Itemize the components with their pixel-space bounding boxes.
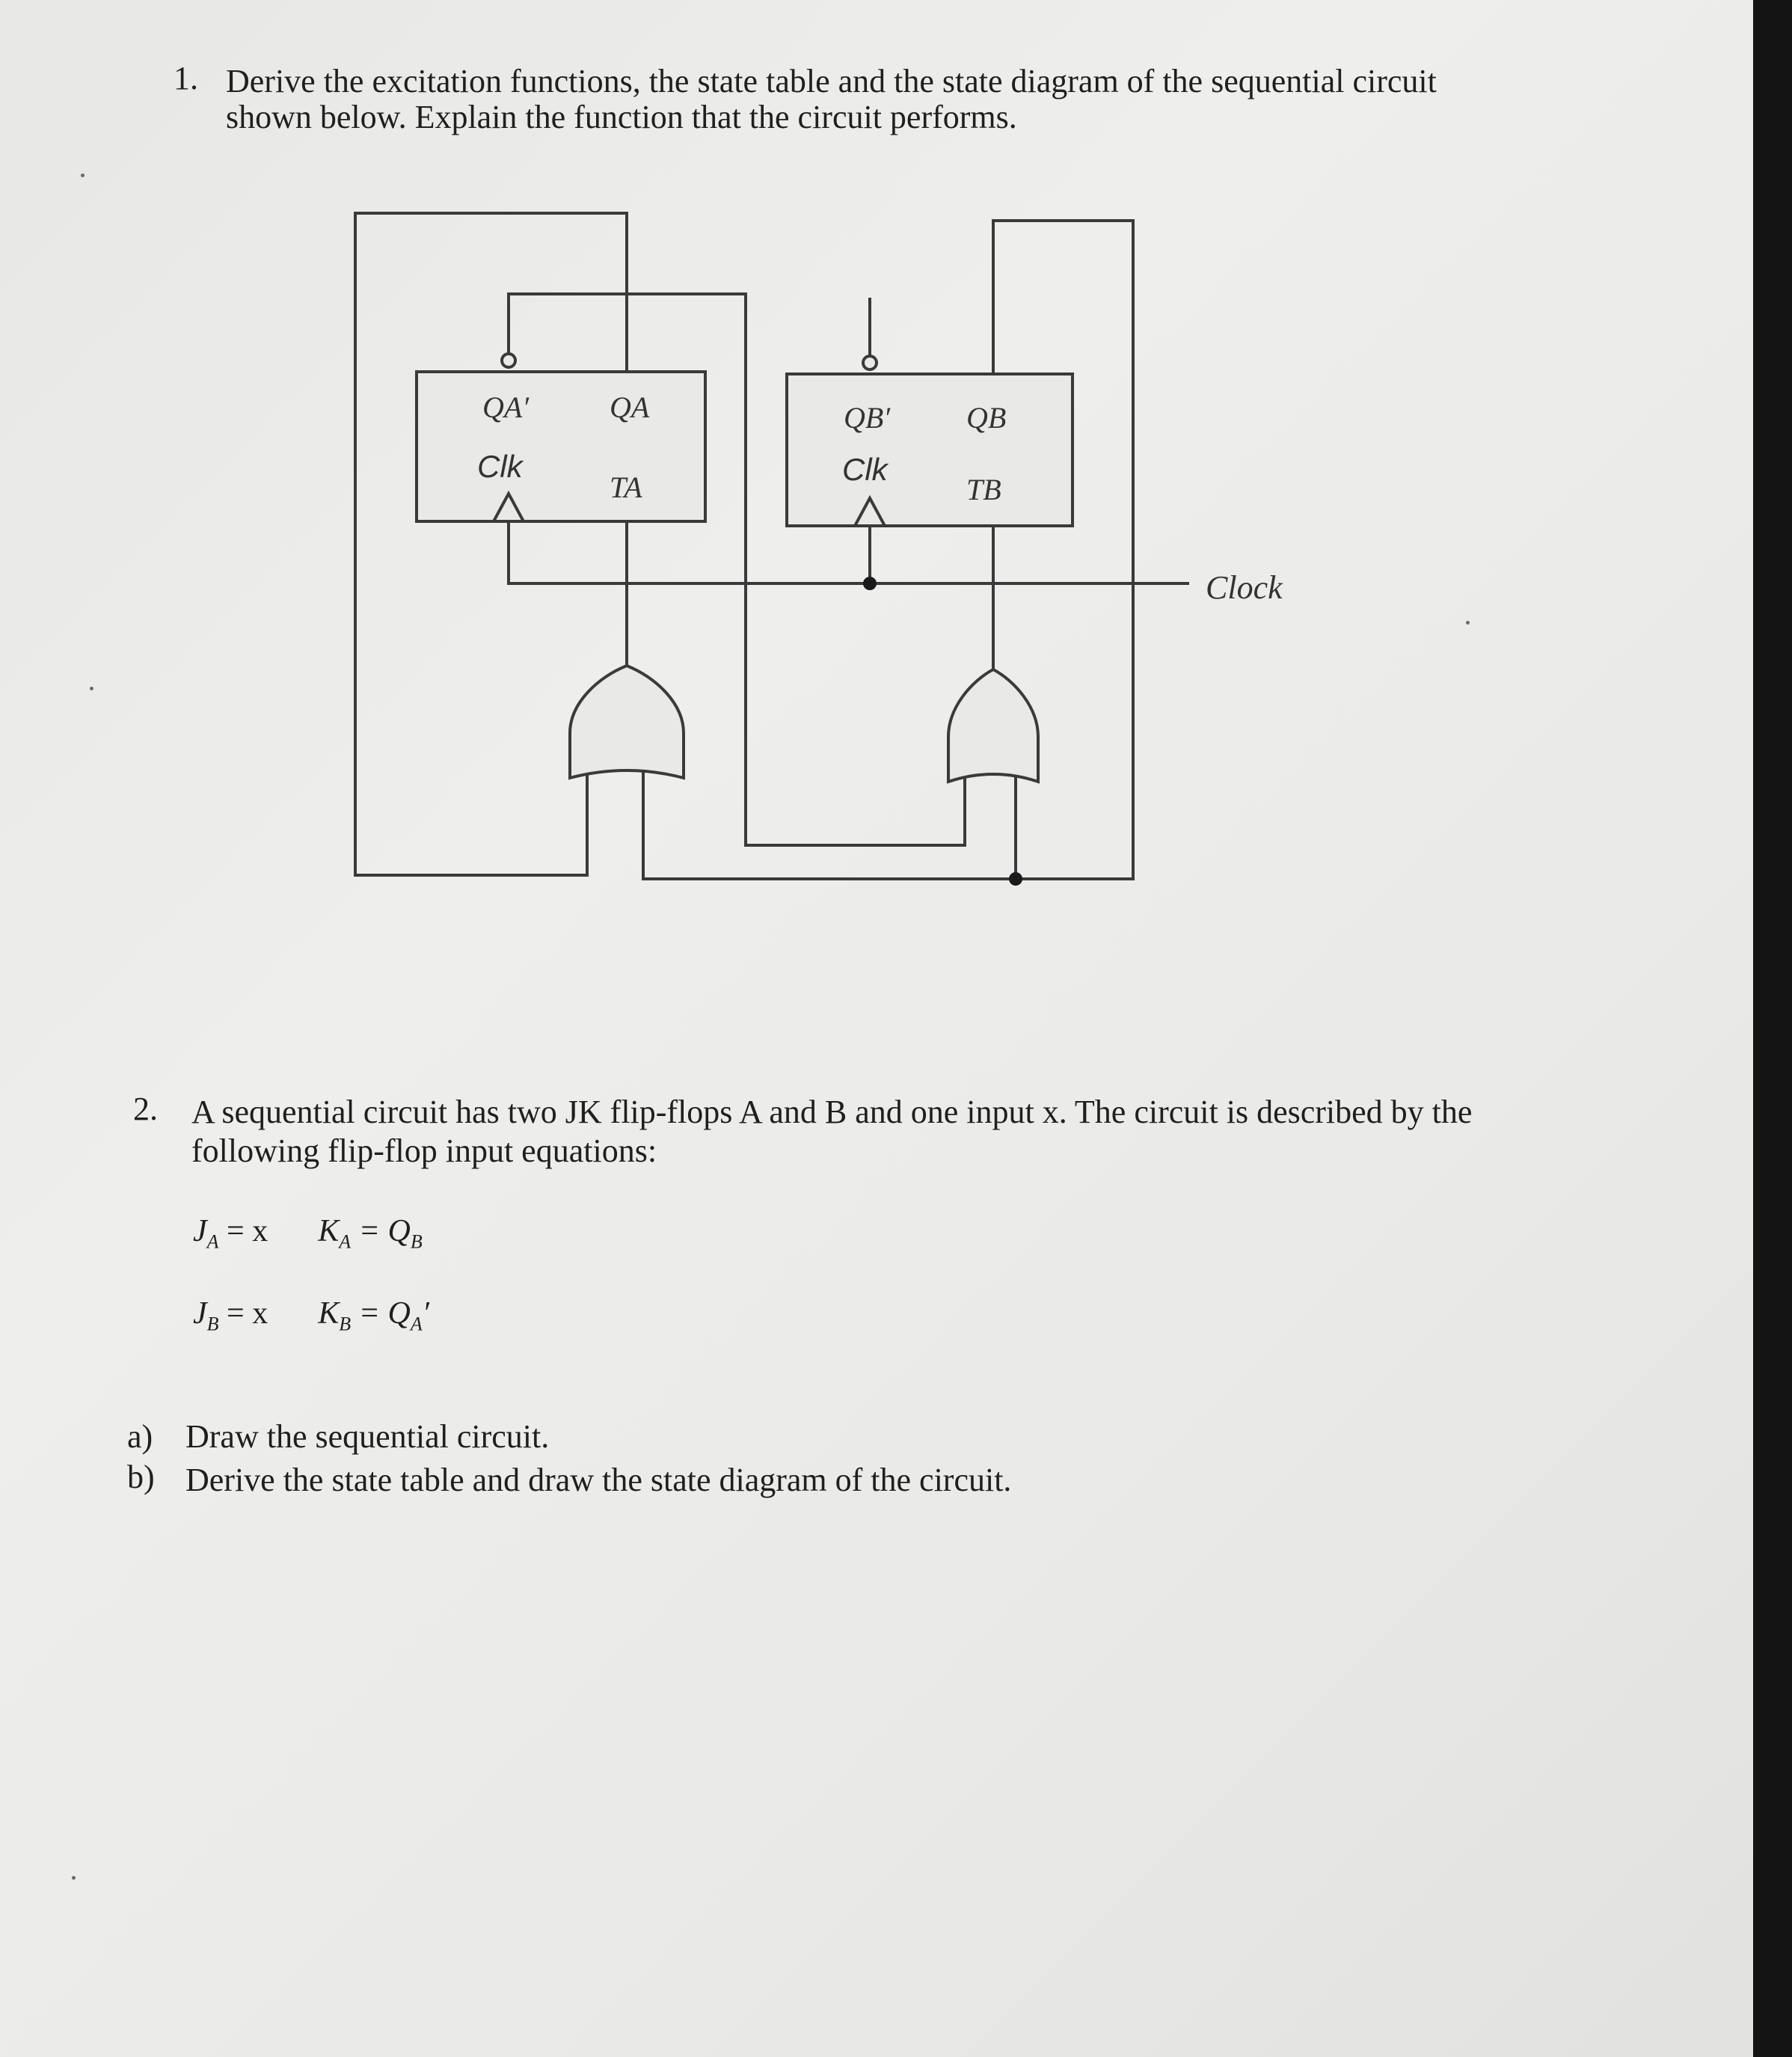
- equation-row-b: $J_B = x$ $K_B = Q_A'$: [193, 1296, 429, 1335]
- clock-junction-dot: [863, 577, 877, 590]
- question-2-number: 2.: [133, 1091, 158, 1127]
- qb-prime-bubble: [863, 356, 877, 370]
- and-gate-b: [948, 669, 1038, 782]
- ff-b-clk-label: Clk: [842, 452, 888, 487]
- part-a-label: a): [127, 1418, 153, 1455]
- question-1-number: 1.: [174, 60, 198, 96]
- wire-clock: [509, 521, 1189, 583]
- part-b-label: b): [127, 1459, 155, 1495]
- paper-speck: [90, 687, 93, 690]
- equation-row-a: $J_A = x$ $K_A = Q_B$: [193, 1214, 423, 1253]
- ff-a-q-label: QA: [610, 390, 650, 424]
- flip-flop-b-box: [787, 374, 1073, 526]
- sequential-circuit-diagram: [0, 0, 1792, 935]
- ff-a-clk-label: Clk: [477, 449, 523, 484]
- paper-speck: [72, 1876, 76, 1880]
- ff-a-q-prime-label: QA′: [482, 390, 530, 424]
- bottom-junction-dot: [1009, 872, 1022, 886]
- qa-prime-bubble: [502, 354, 515, 367]
- question-1-line-1: Derive the excitation functions, the state table and the state diagram of the sequential circuit: [226, 63, 1437, 99]
- ff-b-t-label: TB: [966, 473, 1001, 506]
- question-1-line-2: shown below. Explain the function that the circuit performs.: [226, 99, 1017, 135]
- paper-speck: [81, 174, 85, 177]
- question-2-line-1: A sequential circuit has two JK flip-flops A and B and one input x. The circuit is described by the: [191, 1094, 1473, 1130]
- part-a-text: Draw the sequential circuit.: [185, 1418, 550, 1455]
- ff-a-t-label: TA: [610, 470, 642, 504]
- ff-b-q-label: QB: [966, 401, 1007, 435]
- and-gate-a: [570, 666, 684, 778]
- question-2-line-2: following flip-flop input equations:: [191, 1132, 657, 1169]
- clock-label: Clock: [1206, 569, 1283, 606]
- paper-speck: [1466, 621, 1470, 625]
- wire-qa-prime-loop: [355, 213, 627, 875]
- wire-qb-loop: [643, 221, 1133, 879]
- flip-flop-a-box: [417, 372, 705, 521]
- part-b-text: Derive the state table and draw the state diagram of the circuit.: [185, 1462, 1012, 1498]
- ff-b-q-prime-label: QB′: [844, 401, 891, 435]
